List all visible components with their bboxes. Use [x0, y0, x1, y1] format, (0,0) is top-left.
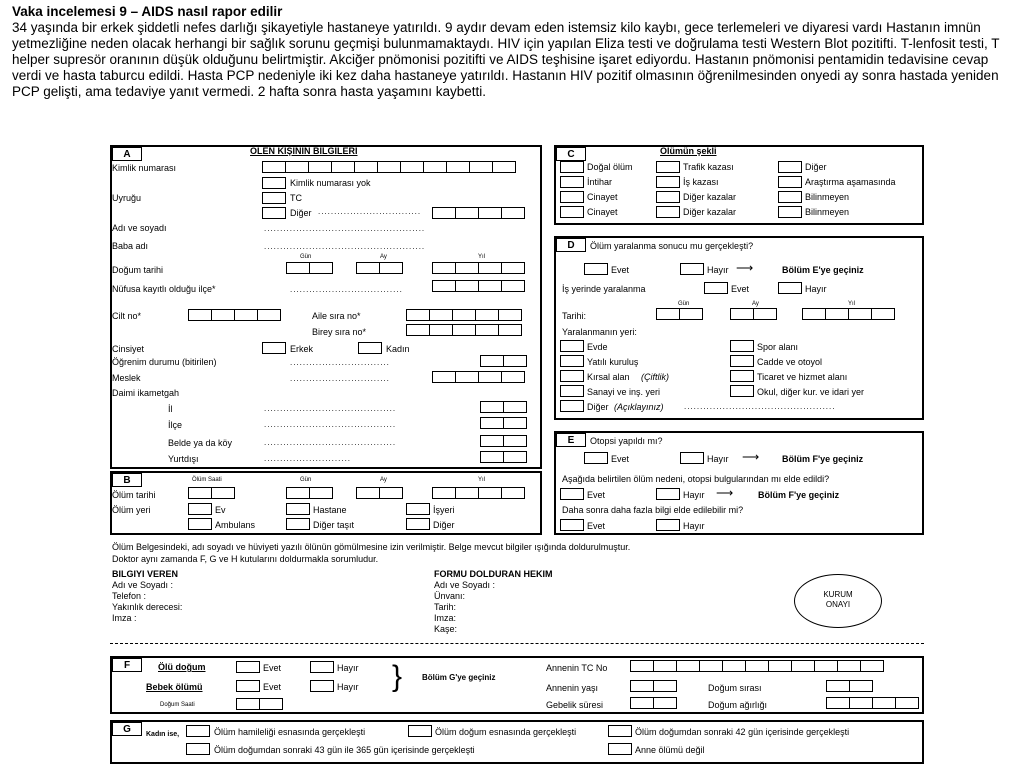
label-tasit: Diğer taşıt	[313, 520, 355, 530]
label-bebek-olumu: Bebek ölümü	[146, 682, 203, 692]
b-diger-checkbox[interactable]	[406, 518, 430, 530]
d-hayir-checkbox[interactable]	[680, 263, 704, 275]
yurtdisi-boxes[interactable]	[480, 451, 526, 463]
g-option-label: Ölüm doğum esnasında gerçekleşti	[435, 727, 577, 737]
g-opt-5-checkbox[interactable]	[608, 743, 632, 755]
il-boxes[interactable]	[480, 401, 526, 413]
label-d-hayir: Hayır	[707, 265, 729, 275]
label-dogum: Doğum tarihi	[112, 265, 164, 275]
label-olum-tarihi: Ölüm tarihi	[112, 490, 156, 500]
c-opt-1-1-checkbox[interactable]	[656, 176, 680, 188]
d-ay-boxes[interactable]	[730, 308, 776, 320]
bebek-evet-checkbox[interactable]	[236, 680, 260, 692]
c-opt-1-2-checkbox[interactable]	[778, 176, 802, 188]
label-adi: Adı ve soyadı	[112, 223, 167, 233]
section-e-tag: E	[556, 433, 586, 447]
label-d-ay: Ay	[752, 301, 759, 307]
c-opt-label: İntihar	[587, 177, 613, 187]
label-olum-yeri: Ölüm yeri	[112, 505, 151, 515]
e-question-2: Aşağıda belirtilen ölüm nedeni, otopsi bulgularından mı elde edildi?	[562, 474, 830, 484]
belde-line[interactable]: .........................................	[264, 438, 397, 447]
e2-hayir-checkbox[interactable]	[656, 488, 680, 500]
g-option-label: Ölüm doğumdan sonraki 43 gün ile 365 gün içerisinde gerçekleşti	[214, 745, 475, 755]
d-place-label: Cadde ve otoyol	[757, 357, 823, 367]
label-uyruk: Uyruğu	[112, 193, 142, 203]
label-f-evet: Evet	[263, 663, 282, 673]
label-d-tarih: Tarihi:	[562, 311, 587, 321]
hekim-field: Adı ve Soyadı :	[434, 580, 496, 590]
arrow-right-icon: ⟶	[716, 486, 734, 500]
c-opt-label: Bilinmeyen	[805, 207, 850, 217]
section-f-tag: F	[112, 658, 142, 672]
label-e-evet: Evet	[611, 454, 630, 464]
d-diger-checkbox[interactable]	[560, 400, 584, 412]
c-opt-label: Doğal ölüm	[587, 162, 633, 172]
c-opt-label: Cinayet	[587, 207, 618, 217]
ogrenim-boxes[interactable]	[480, 355, 526, 367]
section-d-tag: D	[556, 238, 586, 252]
label-kadin: Kadın	[386, 344, 410, 354]
label-ogrenim: Öğrenim durumu (bitirilen)	[112, 357, 217, 367]
hekim-field: Imza:	[434, 613, 457, 623]
label-hastane: Hastane	[313, 505, 347, 515]
d-place-1-1-checkbox[interactable]	[730, 355, 754, 367]
veren-field: Telefon :	[112, 591, 147, 601]
kurum-onayi-seal	[794, 574, 882, 628]
anne-yas-boxes[interactable]	[630, 680, 676, 692]
seal-line: KURUM	[823, 590, 853, 599]
brace-icon: }	[392, 660, 403, 693]
arrow-right-icon: ⟶	[742, 450, 760, 464]
label-belde: Belde ya da köy	[168, 438, 233, 448]
label-anne-tc: Annenin TC No	[546, 663, 608, 673]
label-b-gun: Gün	[300, 477, 312, 483]
case-title: Vaka incelemesi 9 – AIDS nasıl rapor edilir	[12, 4, 283, 19]
olu-hayir-checkbox[interactable]	[310, 661, 334, 673]
d-place-label: Kırsal alan	[587, 372, 630, 382]
c-opt-3-1-checkbox[interactable]	[656, 206, 680, 218]
bebek-hayir-checkbox[interactable]	[310, 680, 334, 692]
c-opt-label: Diğer	[805, 162, 827, 172]
label-e3-evet: Evet	[587, 521, 606, 531]
g-opt-4-checkbox[interactable]	[186, 743, 210, 755]
c-opt-3-0-checkbox[interactable]	[560, 206, 584, 218]
c-opt-0-2-checkbox[interactable]	[778, 161, 802, 173]
d-place-label: Sanayi ve inş. yeri	[587, 387, 661, 397]
olum-yil-boxes[interactable]	[432, 487, 524, 499]
section-c-tag: C	[556, 147, 586, 161]
ambulans-checkbox[interactable]	[188, 518, 212, 530]
c-opt-3-2-checkbox[interactable]	[778, 206, 802, 218]
e-question-3: Daha sonra daha fazla bilgi elde edilebilir mi?	[562, 505, 744, 515]
label-b-ay: Ay	[380, 477, 387, 483]
e-hayir-checkbox[interactable]	[680, 452, 704, 464]
dogum-saat-boxes[interactable]	[236, 698, 282, 710]
meslek-line[interactable]: ...............................	[290, 374, 390, 383]
kadin-checkbox[interactable]	[358, 342, 382, 354]
uyruk-diger-checkbox[interactable]	[262, 207, 286, 219]
label-birey: Birey sıra no*	[312, 327, 367, 337]
dogum-sira-boxes[interactable]	[826, 680, 872, 692]
d-gun-boxes[interactable]	[656, 308, 702, 320]
label-dogum-saati: Doğum Saati	[160, 702, 195, 708]
label-b-yil: Yıl	[478, 477, 486, 483]
d-yil-boxes[interactable]	[802, 308, 894, 320]
label-aciklayiniz: (Açıklayınız)	[614, 402, 664, 412]
kimlik-yok-checkbox[interactable]	[262, 177, 286, 189]
d2-evet-checkbox[interactable]	[704, 282, 728, 294]
label-f-hayir: Hayır	[337, 663, 359, 673]
label-d-yil: Yıl	[848, 301, 856, 307]
c-opt-0-1-checkbox[interactable]	[656, 161, 680, 173]
d-place-0-0-checkbox[interactable]	[560, 340, 584, 352]
adi-line[interactable]: ..................................................	[264, 224, 426, 233]
c-opt-label: Diğer kazalar	[683, 207, 737, 217]
e2-go-f: Bölüm F'ye geçiniz	[758, 490, 840, 500]
form-note-2: Doktor aynı zamanda F, G ve H kutularını doldurmakla sorumludur.	[112, 554, 379, 564]
olum-saat-boxes[interactable]	[188, 487, 234, 499]
form-note-1: Ölüm Belgesindeki, adı soyadı ve hüviyeti yazılı ölünün gömülmesine izin verilmiştir. Belge mevcut bilgiler ışığında doldurulmuştur.	[112, 542, 631, 552]
ogrenim-line[interactable]: ...............................	[290, 358, 390, 367]
label-olum-saati: Ölüm Saati	[192, 477, 222, 483]
birey-boxes[interactable]	[406, 324, 521, 336]
d-place-label: Okul, diğer kur. ve idari yer	[757, 387, 865, 397]
c-opt-label: Araştırma aşamasında	[805, 177, 896, 187]
hekim-field: Tarih:	[434, 602, 457, 612]
label-gebelik: Gebelik süresi	[546, 700, 604, 710]
d-place-2-1-checkbox[interactable]	[730, 370, 754, 382]
label-nufus: Nüfusa kayıtlı olduğu ilçe*	[112, 284, 216, 294]
anne-tc-boxes[interactable]	[630, 660, 883, 672]
cilt-boxes[interactable]	[188, 309, 280, 321]
uyruk-diger-line[interactable]: ................................	[318, 207, 422, 216]
e-question: Otopsi yapıldı mı?	[590, 436, 663, 446]
c-opt-2-2-checkbox[interactable]	[778, 191, 802, 203]
g-opt-1-checkbox[interactable]	[186, 725, 210, 737]
meslek-boxes[interactable]	[432, 371, 524, 383]
d-place-label: Ticaret ve hizmet alanı	[757, 372, 848, 382]
label-d-yer: Yaralanmanın yeri:	[562, 327, 637, 337]
olum-gun-boxes[interactable]	[286, 487, 332, 499]
f-go-g: Bölüm G'ye geçiniz	[422, 673, 496, 682]
ev-checkbox[interactable]	[188, 503, 212, 515]
d-place-0-1-checkbox[interactable]	[730, 340, 754, 352]
label-ilce: İlçe	[168, 420, 183, 430]
il-line[interactable]: .........................................	[264, 404, 397, 413]
e-go-f: Bölüm F'ye geçiniz	[782, 454, 864, 464]
label-isyeri: İşyeri	[433, 505, 455, 515]
label-f-hayir: Hayır	[337, 682, 359, 692]
uyruk-tc-checkbox[interactable]	[262, 192, 286, 204]
dogum-gun-boxes[interactable]	[286, 262, 332, 274]
gebelik-boxes[interactable]	[630, 697, 676, 709]
section-c-title: Ölümün şekli	[660, 146, 717, 156]
label-ev: Ev	[215, 505, 226, 515]
c-opt-2-0-checkbox[interactable]	[560, 191, 584, 203]
label-ambulans: Ambulans	[215, 520, 256, 530]
seal-line: ONAYI	[825, 600, 851, 609]
section-a-tag: A	[112, 147, 142, 161]
label-d-gun: Gün	[678, 301, 690, 307]
label-e-hayir: Hayır	[707, 454, 729, 464]
nufus-line[interactable]: ...................................	[290, 285, 403, 294]
veren-field: Adı ve Soyadı :	[112, 580, 174, 590]
hekim-field: Ünvanı:	[434, 591, 466, 601]
d-evet-checkbox[interactable]	[584, 263, 608, 275]
uyruk-code-boxes[interactable]	[432, 207, 524, 219]
ilce-line[interactable]: .........................................	[264, 420, 397, 429]
d-place-label: Evde	[587, 342, 608, 352]
yurtdisi-line[interactable]: ...........................	[264, 454, 352, 463]
d2-hayir-checkbox[interactable]	[778, 282, 802, 294]
g-opt-3-checkbox[interactable]	[608, 725, 632, 737]
label-aile: Aile sıra no*	[312, 311, 361, 321]
hastane-checkbox[interactable]	[286, 503, 310, 515]
label-d-diger: Diğer	[587, 402, 609, 412]
c-opt-1-0-checkbox[interactable]	[560, 176, 584, 188]
label-e2-hayir: Hayır	[683, 490, 705, 500]
veren-title: BILGIYI VEREN	[112, 569, 179, 579]
ilce-boxes[interactable]	[480, 417, 526, 429]
veren-field: Imza :	[112, 613, 137, 623]
isyeri-checkbox[interactable]	[406, 503, 430, 515]
erkek-checkbox[interactable]	[262, 342, 286, 354]
d-place-2-0-checkbox[interactable]	[560, 370, 584, 382]
label-kimlik: Kimlik numarası	[112, 163, 177, 173]
kimlik-number-boxes[interactable]	[262, 161, 515, 173]
label-olu-dogum: Ölü doğum	[158, 662, 206, 672]
c-opt-0-0-checkbox[interactable]	[560, 161, 584, 173]
label-meslek: Meslek	[112, 373, 141, 383]
label-ciftlik: (Çiftlik)	[641, 372, 669, 382]
label-dogum-agirlik: Doğum ağırlığı	[708, 700, 768, 710]
label-ay: Ay	[380, 254, 387, 260]
aile-boxes[interactable]	[406, 309, 521, 321]
label-ikamet: Daimi ikametgah	[112, 388, 180, 398]
baba-line[interactable]: ..................................................	[264, 242, 426, 251]
c-opt-label: Diğer kazalar	[683, 192, 737, 202]
label-kadin-ise: Kadın ise,	[146, 731, 180, 738]
olum-ay-boxes[interactable]	[356, 487, 402, 499]
g-option-label: Ölüm hamileliği esnasında gerçekleşti	[214, 727, 366, 737]
g-option-label: Ölüm doğumdan sonraki 42 gün içerisinde gerçekleşti	[635, 727, 850, 737]
label-il: İl	[168, 404, 173, 414]
dogum-agirlik-boxes[interactable]	[826, 697, 918, 709]
hekim-title: FORMU DOLDURAN HEKIM	[434, 569, 553, 579]
label-gun: Gün	[300, 254, 312, 260]
d-diger-line[interactable]: ...............................................	[684, 402, 836, 411]
label-d-evet: Evet	[611, 265, 630, 275]
label-isyeri-yaralanma: İş yerinde yaralanma	[562, 284, 646, 294]
label-uyruk-diger: Diğer	[290, 208, 312, 218]
g-opt-2-checkbox[interactable]	[408, 725, 432, 737]
hekim-field: Kaşe:	[434, 624, 458, 634]
label-baba: Baba adı	[112, 241, 149, 251]
c-opt-label: Bilinmeyen	[805, 192, 850, 202]
arrow-right-icon: ⟶	[736, 261, 754, 275]
label-b-diger: Diğer	[433, 520, 455, 530]
label-kimlik-yok: Kimlik numarası yok	[290, 178, 371, 188]
label-cilt: Cilt no*	[112, 311, 142, 321]
e2-evet-checkbox[interactable]	[560, 488, 584, 500]
case-description: 34 yaşında bir erkek şiddetli nefes darlığı şikayetiyle hastaneye yatırıldı. 9 aydır devam eden istemsiz kilo kaybı, gece terlemeleri ve diyaresi vardı Hastanın imnün yetmezliğine neden olacak herhangi bir sağlık sorunu geçmişi bulunmamaktaydı. HIV için yapılan Eliza testi ve doğrulama testi Western Blot pozitifti. T-lenfosit testi, T helper supresör oranının düşük olduğunu belirtmiştir. Akciğer pnömonisi pozitifti ve AIDS teşhisine işaret ediyordu. Hastanın pnömonisi pentamidin tedavisine cevap verdi ve hasta taburcu edildi. Hasta PCP nedeniyle iki kez daha hastaneye yatırıldı. Hastanın HIV pozitif olmasının öğrenilmesinden onyedi ay sonra hastada yeniden PCP gelişti, ama tedaviye yanıt vermedi. 2 hafta sonra hasta yaşamını kaybetti.	[12, 20, 1000, 99]
tasit-checkbox[interactable]	[286, 518, 310, 530]
label-dogum-sirasi: Doğum sırası	[708, 683, 762, 693]
d-go-e: Bölüm E'ye geçiniz	[782, 265, 864, 275]
dogum-yil-boxes[interactable]	[432, 262, 524, 274]
e3-hayir-checkbox[interactable]	[656, 519, 680, 531]
g-option-label: Anne ölümü değil	[635, 745, 705, 755]
label-cinsiyet: Cinsiyet	[112, 344, 145, 354]
label-e2-evet: Evet	[587, 490, 606, 500]
label-tc: TC	[290, 193, 302, 203]
c-opt-label: Cinayet	[587, 192, 618, 202]
e-evet-checkbox[interactable]	[584, 452, 608, 464]
cut-line	[110, 643, 924, 644]
label-yurtdisi: Yurtdışı	[168, 454, 199, 464]
section-a-title: OLEN KIŞININ BILGILERI	[250, 146, 358, 156]
veren-field: Yakınlık derecesi:	[112, 602, 183, 612]
label-d2-hayir: Hayır	[805, 284, 827, 294]
d-question: Ölüm yaralanma sonucu mu gerçekleşti?	[590, 241, 754, 251]
section-b-tag: B	[112, 473, 142, 487]
c-opt-label: İş kazası	[683, 177, 719, 187]
section-g-tag: G	[112, 722, 142, 736]
e3-evet-checkbox[interactable]	[560, 519, 584, 531]
label-e3-hayir: Hayır	[683, 521, 705, 531]
label-f-evet: Evet	[263, 682, 282, 692]
d-place-label: Yatılı kuruluş	[587, 357, 639, 367]
label-d2-evet: Evet	[731, 284, 750, 294]
nufus-boxes[interactable]	[432, 280, 524, 292]
label-yil: Yıl	[478, 254, 486, 260]
d-place-3-1-checkbox[interactable]	[730, 385, 754, 397]
label-erkek: Erkek	[290, 344, 314, 354]
label-anne-yas: Annenin yaşı	[546, 683, 599, 693]
olu-evet-checkbox[interactable]	[236, 661, 260, 673]
belde-boxes[interactable]	[480, 435, 526, 447]
c-opt-label: Trafik kazası	[683, 162, 734, 172]
c-opt-2-1-checkbox[interactable]	[656, 191, 680, 203]
dogum-ay-boxes[interactable]	[356, 262, 402, 274]
d-place-3-0-checkbox[interactable]	[560, 385, 584, 397]
d-place-label: Spor alanı	[757, 342, 799, 352]
d-place-1-0-checkbox[interactable]	[560, 355, 584, 367]
